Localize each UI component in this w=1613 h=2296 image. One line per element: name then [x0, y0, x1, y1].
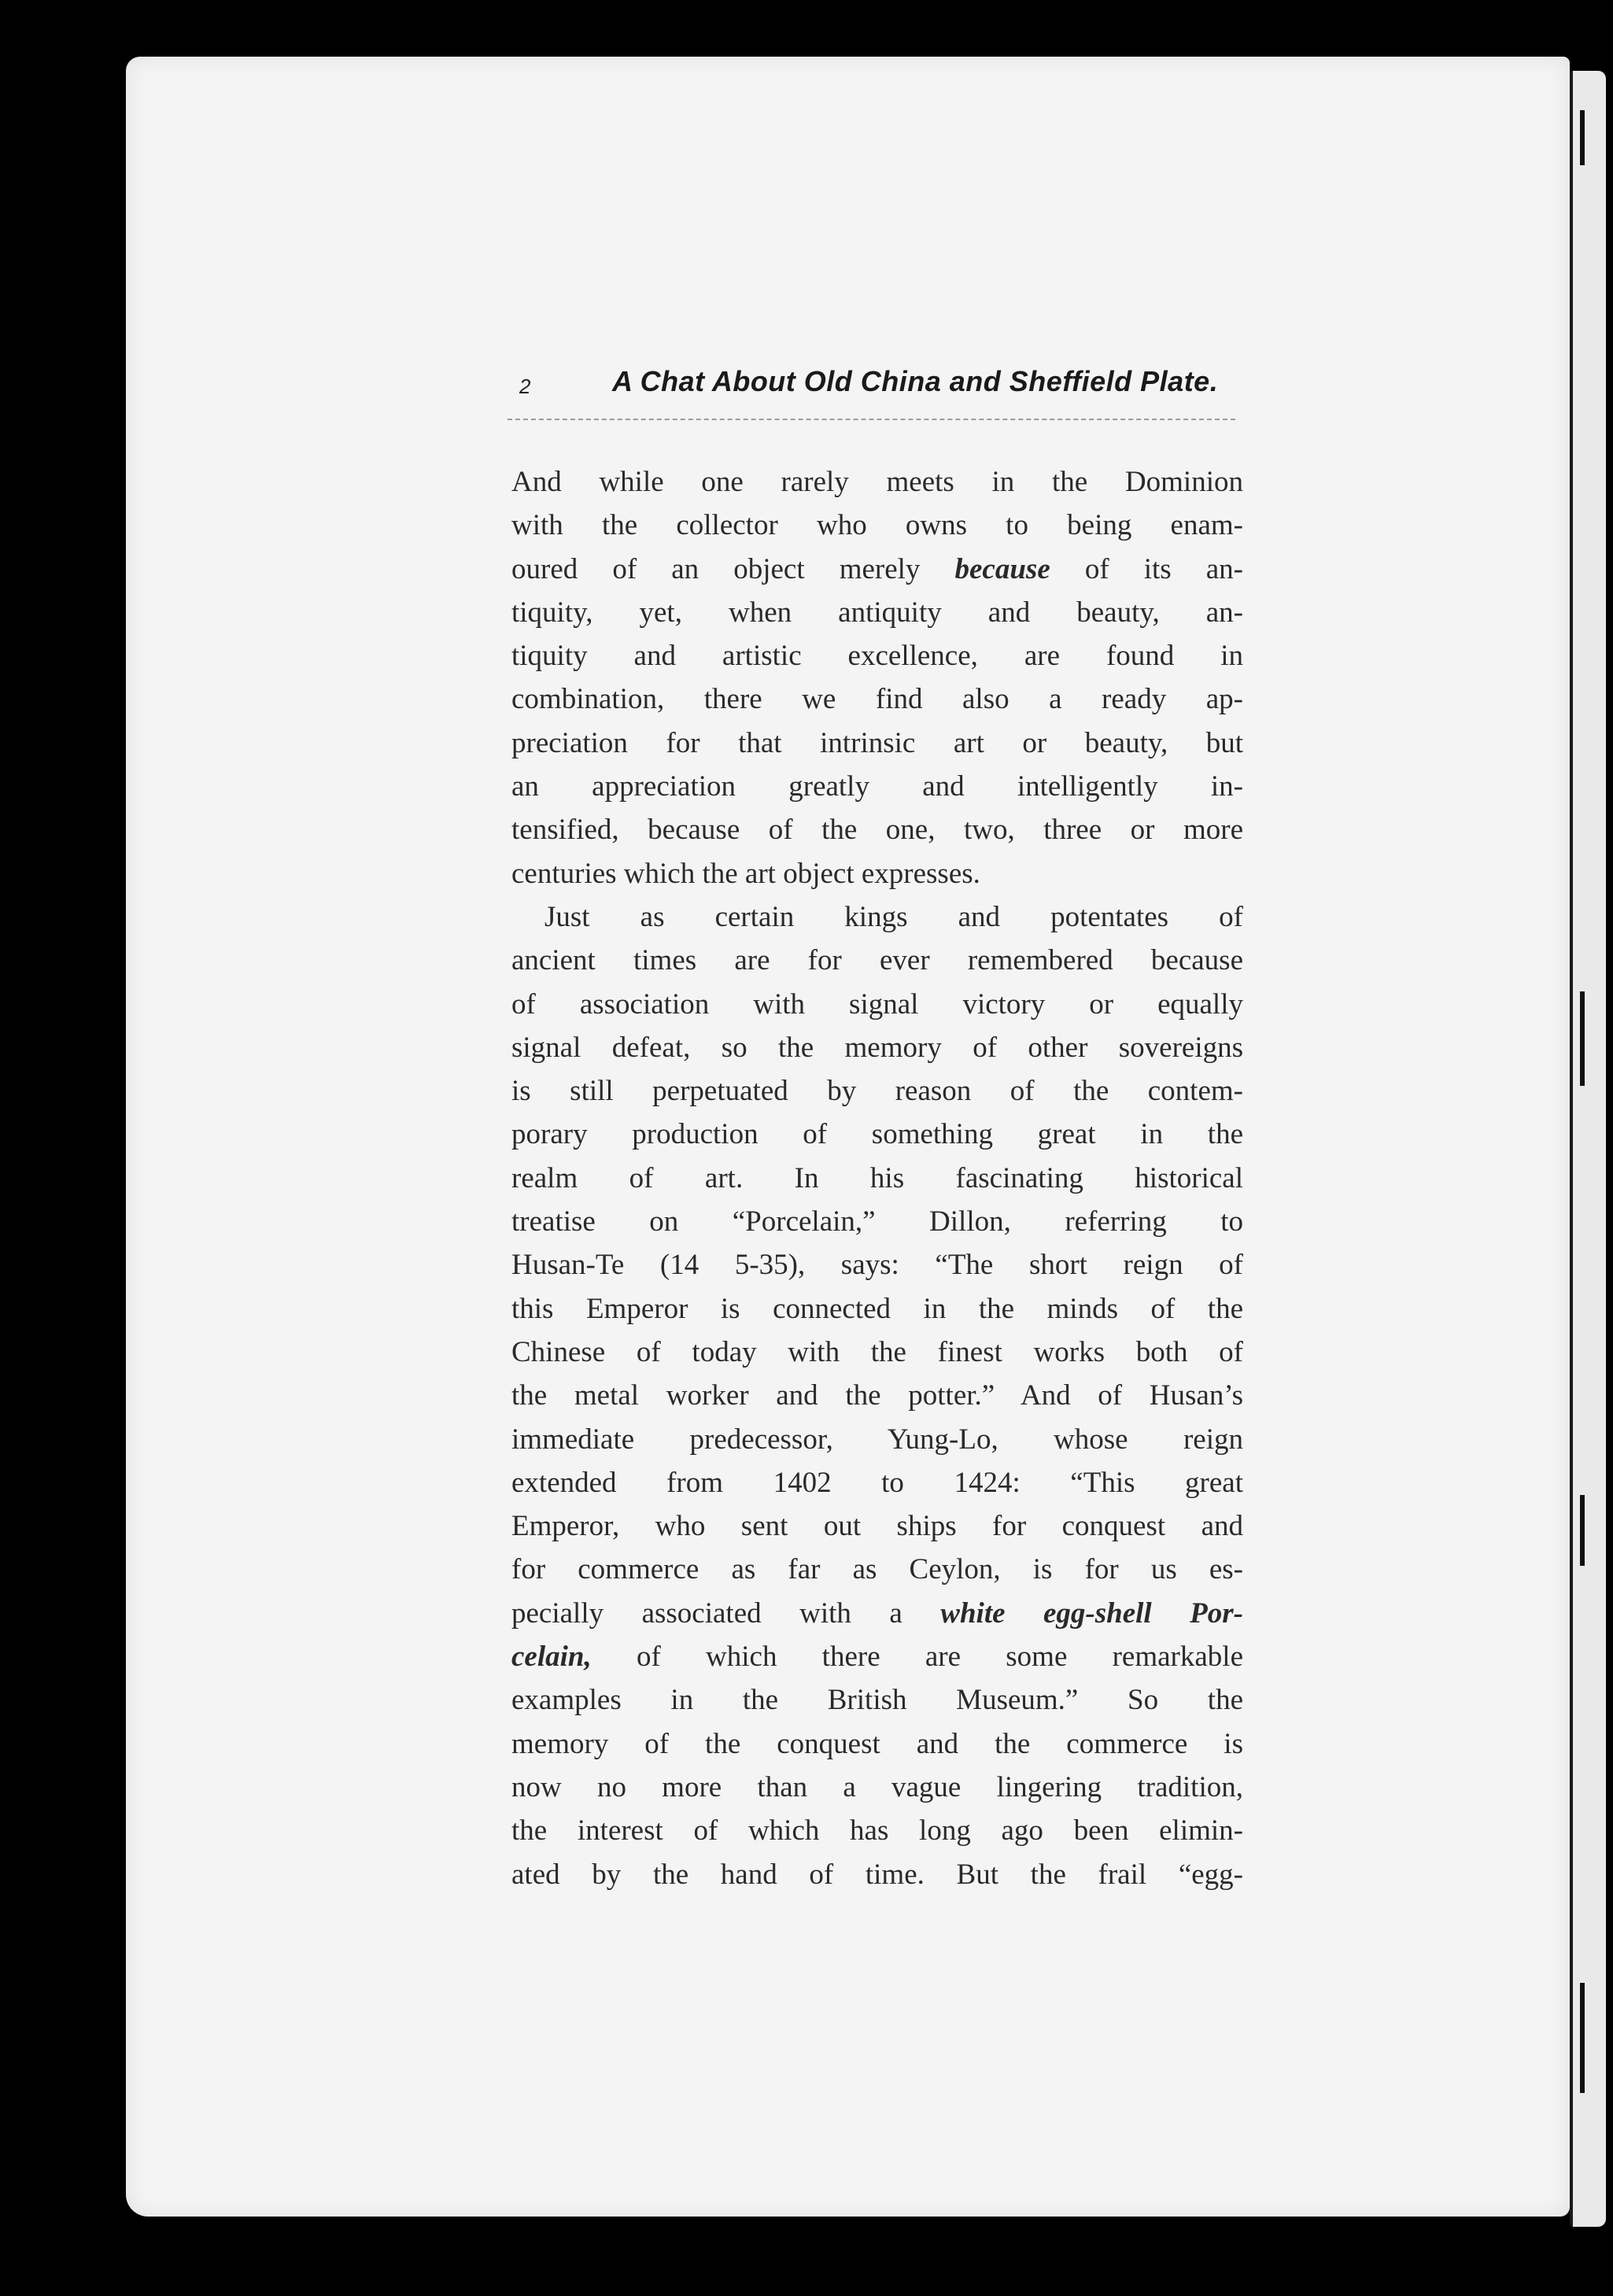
text-run: pecially associated with a [511, 1596, 941, 1630]
text-line: Emperor, who sent out ships for conquest and [511, 1510, 1243, 1543]
text-line: realm of art. In his fascinating historical [511, 1161, 1243, 1194]
edge-shadow-mark [1580, 991, 1585, 1086]
italic-run: because [954, 552, 1050, 585]
text-line: the metal worker and the potter.” And of Husan’s [511, 1379, 1243, 1412]
running-head [519, 364, 1227, 411]
text-line: this Emperor is connected in the minds of the [511, 1292, 1243, 1325]
text-line: tiquity, yet, when antiquity and beauty, an- [511, 596, 1243, 629]
text-run: of its an- [1050, 552, 1243, 585]
text-line: treatise on “Porcelain,” Dillon, referring to [511, 1205, 1243, 1238]
text-line: ated by the hand of time. But the frail “egg- [511, 1858, 1243, 1891]
edge-shadow-mark [1580, 1983, 1585, 2093]
text-line: for commerce as far as Ceylon, is for us es- [511, 1553, 1243, 1586]
text-line: Husan-Te (14 5-35), says: “The short reign of [511, 1249, 1243, 1282]
text-line: immediate predecessor, Yung-Lo, whose reign [511, 1423, 1243, 1456]
text-line: Chinese of today with the finest works both of [511, 1335, 1243, 1368]
text-line: an appreciation greatly and intelligently in- [511, 770, 1243, 803]
edge-shadow-mark [1580, 110, 1585, 165]
text-line: Just as certain kings and potentates of [544, 900, 1243, 933]
running-title: A Chat About Old China and Sheffield Plate. [612, 365, 1219, 397]
text-line: now no more than a vague lingering tradition, [511, 1770, 1243, 1803]
text-line: signal defeat, so the memory of other sovereigns [511, 1031, 1243, 1064]
text-line: ancient times are for ever remembered because [511, 944, 1243, 977]
text-run: oured of an object merely [511, 552, 955, 585]
paragraph [511, 895, 1243, 1896]
text-line: is still perpetuated by reason of the contem- [511, 1075, 1243, 1108]
page-number: 2 [519, 375, 531, 398]
text-line: preciation for that intrinsic art or beauty, but [511, 726, 1243, 759]
italic-run: white egg-shell Por- [940, 1596, 1244, 1630]
text-line: examples in the British Museum.” So the [511, 1684, 1243, 1717]
text-line: memory of the conquest and the commerce is [511, 1727, 1243, 1760]
facing-page-edge [1570, 71, 1606, 2227]
text-line: porary production of something great in the [511, 1118, 1243, 1151]
body-text [511, 460, 1243, 1896]
edge-shadow-mark [1580, 1495, 1585, 1566]
text-line: of association with signal victory or equally [511, 987, 1243, 1021]
text-run: of which there are some remarkable [591, 1641, 1243, 1674]
text-line: extended from 1402 to 1424: “This great [511, 1466, 1243, 1499]
text-line: tensified, because of the one, two, three or more [511, 814, 1243, 847]
text-line [511, 1635, 1243, 1678]
italic-run: celain, [511, 1641, 592, 1674]
text-line: combination, there we find also a ready ap- [511, 683, 1243, 716]
text-line: the interest of which has long ago been elimin- [511, 1814, 1243, 1848]
text-line [511, 548, 1243, 591]
text-line: tiquity and artistic excellence, are found in [511, 640, 1243, 673]
header-rule [508, 419, 1235, 420]
paragraph [511, 460, 1243, 895]
text-line [511, 1592, 1243, 1635]
text-line: centuries which the art object expresses. [511, 857, 980, 890]
text-line: with the collector who owns to being enam- [511, 509, 1243, 542]
text-line: And while one rarely meets in the Dominion [511, 466, 1243, 498]
